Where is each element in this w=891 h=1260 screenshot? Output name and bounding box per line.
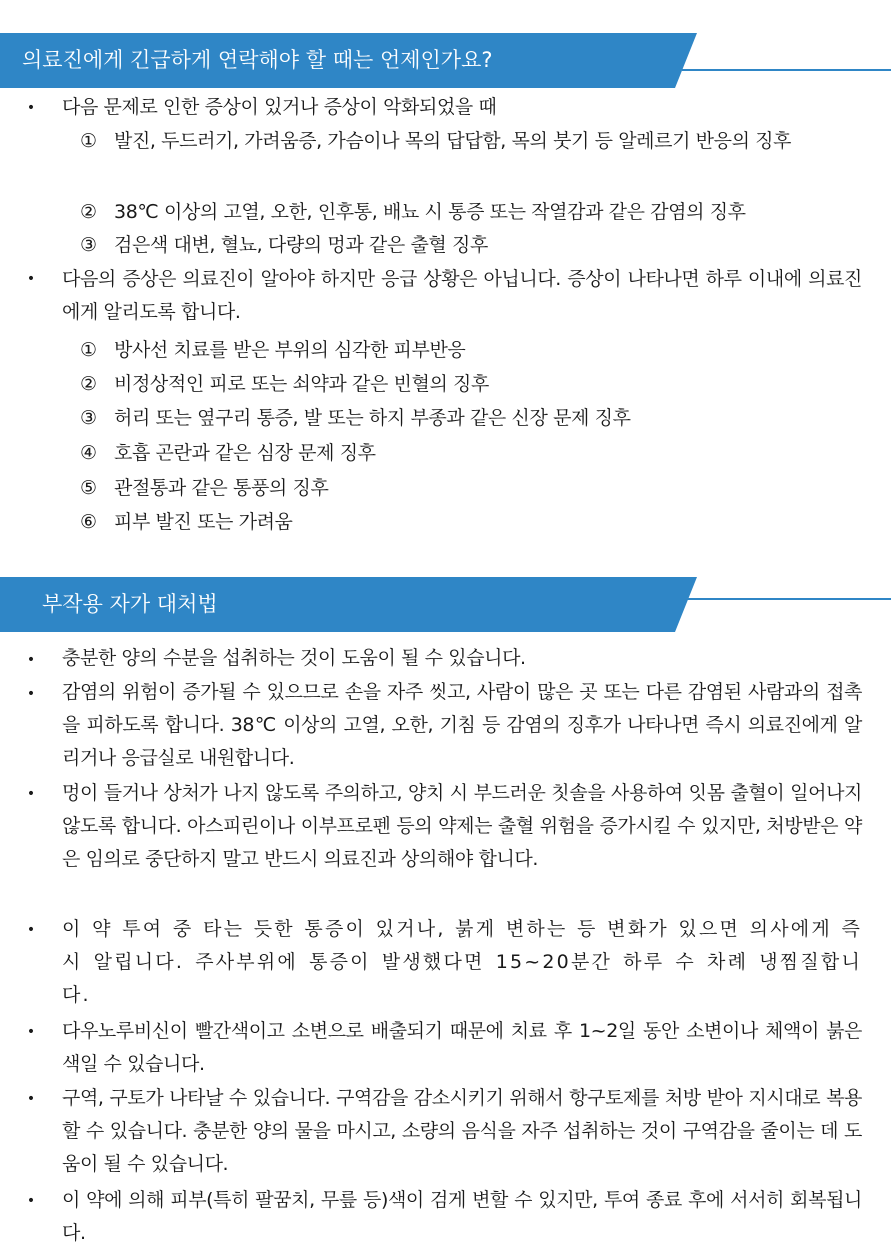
sub-item: 호흡 곤란과 같은 심장 문제 징후	[114, 442, 376, 464]
sub-item-number: ①	[80, 339, 98, 361]
sub-item: 발진, 두드러기, 가려움증, 가슴이나 목의 답답함, 목의 붓기 등 알레르기 반응의 징후	[114, 130, 792, 152]
bullet: •	[26, 1091, 36, 1107]
section-title-emergency: 의료진에게 긴급하게 연락해야 할 때는 언제인가요?	[22, 48, 493, 72]
section-title-self-care: 부작용 자가 대처법	[42, 592, 218, 616]
bullet: •	[26, 1024, 36, 1040]
bullet: •	[26, 652, 36, 668]
bullet: •	[26, 922, 36, 938]
list-item: 이 약 투여 중 타는 듯한 통증이 있거나, 붉게 변하는 등 변화가 있으면 의사에게 즉시 알립니다. 주사부위에 통증이 발생했다면 15~20분간 하루 수 차례 냉찜질합니다.	[62, 918, 862, 1006]
sub-item-number: ③	[80, 234, 98, 256]
list-item: 충분한 양의 수분을 섭취하는 것이 도움이 될 수 있습니다.	[62, 647, 526, 669]
section-header-emergency	[0, 33, 891, 88]
sub-item-number: ④	[80, 442, 98, 464]
bullet: •	[26, 786, 36, 802]
list-item: 구역, 구토가 나타날 수 있습니다. 구역감을 감소시키기 위해서 항구토제를 처방 받아 지시대로 복용할 수 있습니다. 충분한 양의 물을 마시고, 소량의 음식을 자주 섭취하는 것이 구역감을 줄이는 데 도움이 될 수 있습니다.	[62, 1087, 862, 1175]
bullet: •	[26, 100, 36, 116]
bullet: •	[26, 271, 36, 287]
bullet: •	[26, 686, 36, 702]
bullet: •	[26, 1193, 36, 1209]
list-item: 이 약에 의해 피부(특히 팔꿈치, 무릎 등)색이 검게 변할 수 있지만, 투여 종료 후에 서서히 회복됩니다.	[62, 1189, 862, 1244]
sub-item-number: ⑤	[80, 477, 98, 499]
sub-item: 관절통과 같은 통풍의 징후	[114, 477, 329, 499]
list-item: 다우노루비신이 빨간색이고 소변으로 배출되기 때문에 치료 후 1~2일 동안 소변이나 체액이 붉은색일 수 있습니다.	[62, 1020, 862, 1075]
sub-item: 허리 또는 옆구리 통증, 발 또는 하지 부종과 같은 신장 문제 징후	[114, 407, 631, 429]
sub-item: 방사선 치료를 받은 부위의 심각한 피부반응	[114, 339, 466, 361]
sub-item-number: ⑥	[80, 511, 98, 533]
list-item: 다음 문제로 인한 증상이 있거나 증상이 악화되었을 때	[62, 96, 497, 118]
sub-item-number: ③	[80, 407, 98, 429]
sub-item-number: ②	[80, 373, 98, 395]
sub-item-number: ①	[80, 130, 98, 152]
sub-item-number: ②	[80, 201, 98, 223]
list-item: 다음의 증상은 의료진이 알아야 하지만 응급 상황은 아닙니다. 증상이 나타나면 하루 이내에 의료진에게 알리도록 합니다.	[62, 268, 862, 323]
sub-item: 비정상적인 피로 또는 쇠약과 같은 빈혈의 징후	[114, 373, 489, 395]
list-item: 감염의 위험이 증가될 수 있으므로 손을 자주 씻고, 사람이 많은 곳 또는 다른 감염된 사람과의 접촉을 피하도록 합니다. 38℃ 이상의 고열, 오한, 기침 등 감염의 징후가 나타나면 즉시 의료진에게 알리거나 응급실로 내원합니다.	[62, 681, 862, 769]
section-header-self-care	[0, 577, 891, 632]
list-item: 멍이 들거나 상처가 나지 않도록 주의하고, 양치 시 부드러운 칫솔을 사용하여 잇몸 출혈이 일어나지 않도록 합니다. 아스피린이나 이부프로펜 등의 약제는 출혈 위험을 증가시킬 수 있지만, 처방받은 약은 임의로 중단하지 말고 반드시 의료진과 상의해야 합니다.	[62, 782, 862, 870]
sub-item: 피부 발진 또는 가려움	[114, 511, 293, 533]
sub-item: 38℃ 이상의 고열, 오한, 인후통, 배뇨 시 통증 또는 작열감과 같은 감염의 징후	[114, 201, 746, 223]
sub-item: 검은색 대변, 혈뇨, 다량의 멍과 같은 출혈 징후	[114, 234, 488, 256]
